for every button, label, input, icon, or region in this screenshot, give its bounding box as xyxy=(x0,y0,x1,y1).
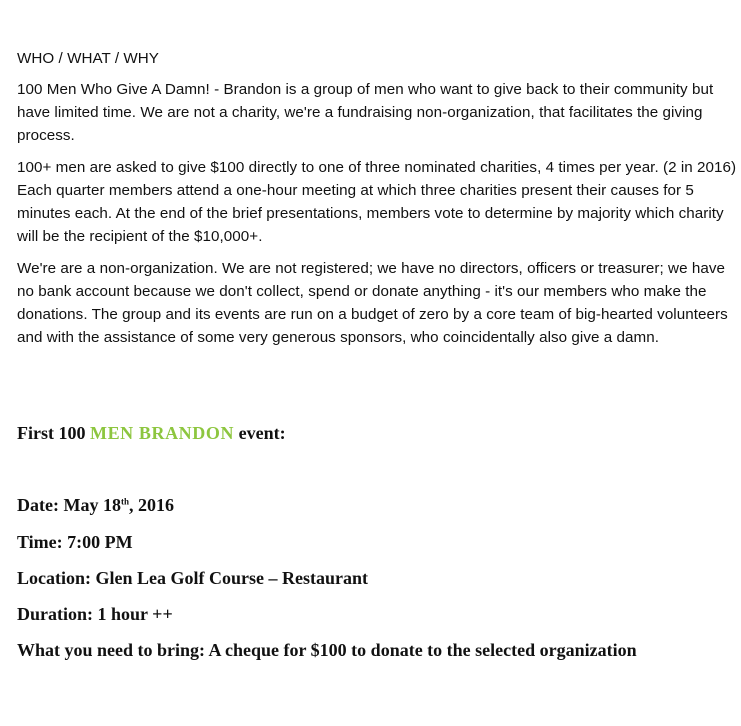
event-date xyxy=(17,493,174,517)
section-heading: WHO / WHAT / WHY xyxy=(17,50,159,67)
event-title-accent: MEN BRANDON xyxy=(89,423,235,443)
non-organization-paragraph: We're are a non-organization. We are not registered; we have no directors, officers or treasurer; we have no bank account because we don't collect, spend or donate anything - it's our members who make the donations. The group and its events are run on a budget of zero by a core team of big-hearted volunteers and with the assistance of some very generous sponsors, who coincidentally also give a damn. xyxy=(17,260,728,346)
event-time: Time: 7:00 PM xyxy=(17,532,133,552)
event-location: Location: Glen Lea Golf Course – Restaurant xyxy=(17,568,368,588)
event-duration: Duration: 1 hour ++ xyxy=(17,604,173,624)
event-title-prefix: First 100 xyxy=(17,423,90,443)
giving-paragraph: 100+ men are asked to give $100 directly to one of three nominated charities, 4 times per year. (2 in 2016) Each quarter members attend a one-hour meeting at which three charities present their causes for 5 minutes each. At the end of the brief presentations, members vote to determine by majority which charity will be the recipient of the $10,000+. xyxy=(17,159,737,245)
event-date-label: Date: May 18 xyxy=(17,495,121,515)
document-page xyxy=(17,47,739,660)
event-title-suffix: event: xyxy=(234,423,286,443)
event-title xyxy=(17,421,286,445)
event-what-to-bring: What you need to bring: A cheque for $100 to donate to the selected organization xyxy=(17,640,637,660)
event-date-suffix: th xyxy=(120,496,129,507)
intro-paragraph: 100 Men Who Give A Damn! - Brandon is a group of men who want to give back to their community but have limited time. We are not a charity, we're a fundraising non-organization, that facilitates the giving process. xyxy=(17,81,714,144)
event-date-year: , 2016 xyxy=(128,495,174,515)
